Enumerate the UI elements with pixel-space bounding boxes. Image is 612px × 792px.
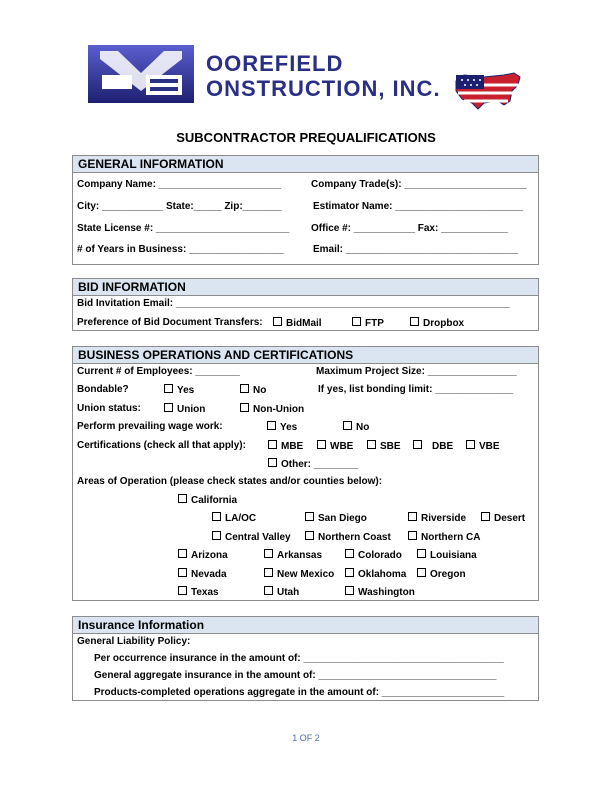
checkbox[interactable] [343, 421, 352, 430]
insurance-information-heading: Insurance Information [73, 617, 538, 634]
checkbox[interactable] [345, 568, 354, 577]
general-liability-label: General Liability Policy: [77, 636, 191, 647]
bid-invitation-email-field[interactable]: Bid Invitation Email: ____________________________________________________________ [77, 298, 510, 309]
checkbox[interactable] [240, 403, 249, 412]
non-union-option[interactable]: Non-Union [240, 403, 304, 415]
checkbox[interactable] [212, 512, 221, 521]
business-operations-heading: BUSINESS OPERATIONS AND CERTIFICATIONS [73, 347, 538, 364]
checkbox[interactable] [345, 549, 354, 558]
bid-information-heading: BID INFORMATION [73, 279, 538, 296]
cert-wbe-option[interactable]: WBE [317, 440, 353, 452]
area-la-oc-option[interactable]: LA/OC [212, 512, 256, 524]
bondable-no-option[interactable]: No [240, 384, 266, 396]
prevailing-wage-label: Perform prevailing wage work: [77, 421, 223, 432]
bondable-yes-option[interactable]: Yes [164, 384, 194, 396]
checkbox[interactable] [178, 586, 187, 595]
logo-text-line2: ONSTRUCTION, INC. [206, 76, 441, 101]
general-aggregate-field[interactable]: General aggregate insurance in the amount of: ________________________________ [94, 670, 497, 681]
ftp-option[interactable]: FTP [352, 317, 384, 329]
area-utah-option[interactable]: Utah [264, 586, 299, 598]
checkbox[interactable] [305, 512, 314, 521]
checkbox[interactable] [408, 512, 417, 521]
products-completed-field[interactable]: Products-completed operations aggregate in the amount of: ______________________ [94, 687, 505, 698]
bidmail-option[interactable]: BidMail [273, 317, 322, 329]
checkbox[interactable] [178, 494, 187, 503]
cert-dbe-option[interactable]: DBE [413, 440, 453, 452]
dropbox-option[interactable]: Dropbox [410, 317, 464, 329]
company-name-field[interactable]: Company Name: ______________________ [77, 179, 282, 190]
company-logo [88, 45, 528, 115]
area-colorado-option[interactable]: Colorado [345, 549, 402, 561]
cert-mbe-option[interactable]: MBE [268, 440, 303, 452]
area-arizona-option[interactable]: Arizona [178, 549, 228, 561]
area-oklahoma-option[interactable]: Oklahoma [345, 568, 406, 580]
area-arkansas-option[interactable]: Arkansas [264, 549, 322, 561]
checkbox[interactable] [164, 403, 173, 412]
checkbox[interactable] [268, 440, 277, 449]
union-option[interactable]: Union [164, 403, 205, 415]
areas-of-operation-label: Areas of Operation (please check states and/or counties below): [77, 476, 383, 487]
cert-other-option[interactable]: Other: ________ [268, 458, 358, 470]
certifications-label: Certifications (check all that apply): [77, 440, 246, 451]
area-san-diego-option[interactable]: San Diego [305, 512, 367, 524]
checkbox[interactable] [212, 531, 221, 540]
area-northern-coast-option[interactable]: Northern Coast [305, 531, 391, 543]
checkbox[interactable] [264, 586, 273, 595]
checkbox[interactable] [413, 440, 422, 449]
checkbox[interactable] [466, 440, 475, 449]
prevailing-yes-option[interactable]: Yes [267, 421, 297, 433]
area-oregon-option[interactable]: Oregon [417, 568, 466, 580]
company-trades-field[interactable]: Company Trade(s): ______________________ [311, 179, 527, 190]
cert-sbe-option[interactable]: SBE [367, 440, 401, 452]
per-occurrence-field[interactable]: Per occurrence insurance in the amount of: ____________________________________ [94, 653, 504, 664]
checkbox[interactable] [345, 586, 354, 595]
state-license-field[interactable]: State License #: ________________________ [77, 223, 290, 234]
checkbox[interactable] [268, 458, 277, 467]
document-title: SUBCONTRACTOR PREQUALIFICATIONS [176, 130, 436, 145]
bonding-limit-field[interactable]: If yes, list bonding limit: ______________ [318, 384, 514, 395]
estimator-name-field[interactable]: Estimator Name: _______________________ [313, 201, 524, 212]
employees-field[interactable]: Current # of Employees: ________ [77, 366, 240, 377]
checkbox[interactable] [410, 317, 419, 326]
page-number: 1 OF 2 [292, 733, 320, 743]
checkbox[interactable] [178, 568, 187, 577]
general-information-heading: GENERAL INFORMATION [73, 156, 538, 173]
city-state-zip-field[interactable]: City: ___________ State:_____ Zip:_______ [77, 201, 282, 212]
checkbox[interactable] [481, 512, 490, 521]
area-northern-ca-option[interactable]: Northern CA [408, 531, 480, 543]
email-field[interactable]: Email: _______________________________ [313, 244, 519, 255]
checkbox[interactable] [352, 317, 361, 326]
checkbox[interactable] [317, 440, 326, 449]
checkbox[interactable] [408, 531, 417, 540]
union-status-label: Union status: [77, 403, 141, 414]
area-central-valley-option[interactable]: Central Valley [212, 531, 291, 543]
checkbox[interactable] [367, 440, 376, 449]
prevailing-no-option[interactable]: No [343, 421, 369, 433]
checkbox[interactable] [267, 421, 276, 430]
max-project-size-field[interactable]: Maximum Project Size: ________________ [316, 366, 517, 377]
logo-text-line1: OOREFIELD [206, 51, 344, 76]
checkbox[interactable] [417, 568, 426, 577]
cert-vbe-option[interactable]: VBE [466, 440, 500, 452]
area-new-mexico-option[interactable]: New Mexico [264, 568, 334, 580]
checkbox[interactable] [264, 568, 273, 577]
checkbox[interactable] [164, 384, 173, 393]
area-riverside-option[interactable]: Riverside [408, 512, 466, 524]
area-california-option[interactable]: California [178, 494, 237, 506]
area-louisiana-option[interactable]: Louisiana [417, 549, 477, 561]
bid-preference-label: Preference of Bid Document Transfers: [77, 317, 263, 328]
checkbox[interactable] [240, 384, 249, 393]
checkbox[interactable] [417, 549, 426, 558]
checkbox[interactable] [178, 549, 187, 558]
area-desert-option[interactable]: Desert [481, 512, 525, 524]
checkbox[interactable] [305, 531, 314, 540]
area-washington-option[interactable]: Washington [345, 586, 415, 598]
years-in-business-field[interactable]: # of Years in Business: _________________ [77, 244, 284, 255]
bondable-label: Bondable? [77, 384, 129, 395]
area-texas-option[interactable]: Texas [178, 586, 219, 598]
office-fax-field[interactable]: Office #: ___________ Fax: ____________ [311, 223, 508, 234]
usa-flag-map-icon [454, 71, 522, 111]
area-nevada-option[interactable]: Nevada [178, 568, 227, 580]
logo-m-mark-icon [88, 45, 194, 103]
checkbox[interactable] [273, 317, 282, 326]
checkbox[interactable] [264, 549, 273, 558]
